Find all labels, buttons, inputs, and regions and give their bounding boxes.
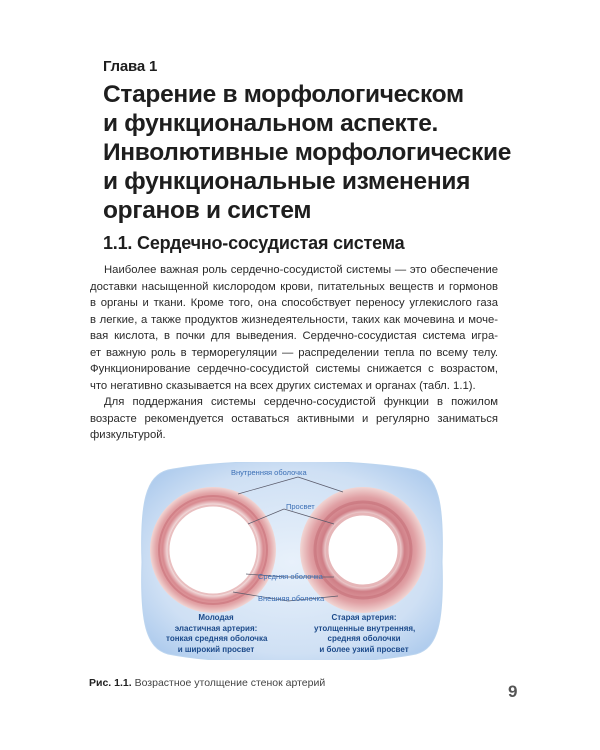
caption-line: и широкий просвет — [177, 644, 255, 654]
chapter-title-line: и функциональные изменения — [103, 168, 471, 195]
paragraph — [90, 394, 498, 444]
old-artery-caption — [314, 613, 414, 655]
chapter-title-line: Инволютивные морфологические — [103, 139, 512, 166]
text-line: возрасте рекомендуется оставаться активными и регулярно заниматься — [90, 412, 498, 425]
section-title: 1.1. Сердечно-сосудистая система — [103, 233, 405, 253]
text-line: физкультурой. — [90, 429, 166, 441]
text-line: что негативно сказывается на всех других системах и органах (табл. 1.1). — [90, 379, 476, 392]
caption-line: и более узкий просвет — [319, 644, 409, 654]
text-line: в органы и ткани. Кроме того, она способствует переносу углекислого газа — [90, 297, 498, 309]
label-lumen: Просвет — [286, 502, 315, 511]
text-line: в легкие, а также продуктов жизнедеятельности, таких как мочевина и моче- — [90, 313, 498, 326]
chapter-title-line: Старение в морфологическом — [103, 81, 464, 108]
caption-line: Старая артерия: — [331, 613, 397, 622]
caption-line: Молодая — [198, 613, 234, 622]
young-artery-caption — [166, 613, 266, 655]
caption-line: средняя оболочки — [327, 634, 401, 643]
text-line: доставки насыщенной кислородом крови, питательных веществ и гормонов — [90, 280, 498, 293]
label-middle-layer: Средняя оболочка — [258, 572, 323, 581]
text-line: Функционирование сердечно-сосудистой системы снижается с возрастом, — [90, 363, 498, 375]
text-line: вая кислота, в почки для выведения. Сердечно-сосудистая система игра- — [90, 330, 498, 342]
chapter-label: Глава 1 — [103, 58, 158, 75]
text-line: Для поддержания системы сердечно-сосудистой функции в пожилом — [104, 396, 498, 408]
figure-number: Рис. 1.1. — [89, 677, 132, 689]
text-line: ет важную роль в терморегуляции — распределении тепла по всему телу. — [90, 346, 498, 359]
chapter-title-line: органов и систем — [103, 197, 312, 224]
figure-caption-text: Возрастное утолщение стенок артерий — [134, 677, 326, 689]
caption-line: эластичная артерия: — [174, 623, 258, 633]
label-outer-layer: Внешняя оболочка — [258, 594, 325, 603]
figure-caption — [89, 677, 325, 689]
chapter-title-line: и функциональном аспекте. — [103, 110, 439, 137]
label-inner-layer: Внутренняя оболочка — [231, 468, 307, 477]
chapter-title — [103, 80, 523, 225]
caption-line: утолщенные внутренняя, — [314, 623, 416, 633]
paragraph — [90, 262, 498, 394]
caption-line: тонкая средняя оболочка — [166, 634, 268, 643]
artery-figure — [138, 462, 446, 660]
page-number: 9 — [508, 682, 518, 701]
text-line: Наиболее важная роль сердечно-сосудистой системы — это обеспечение — [104, 264, 498, 276]
